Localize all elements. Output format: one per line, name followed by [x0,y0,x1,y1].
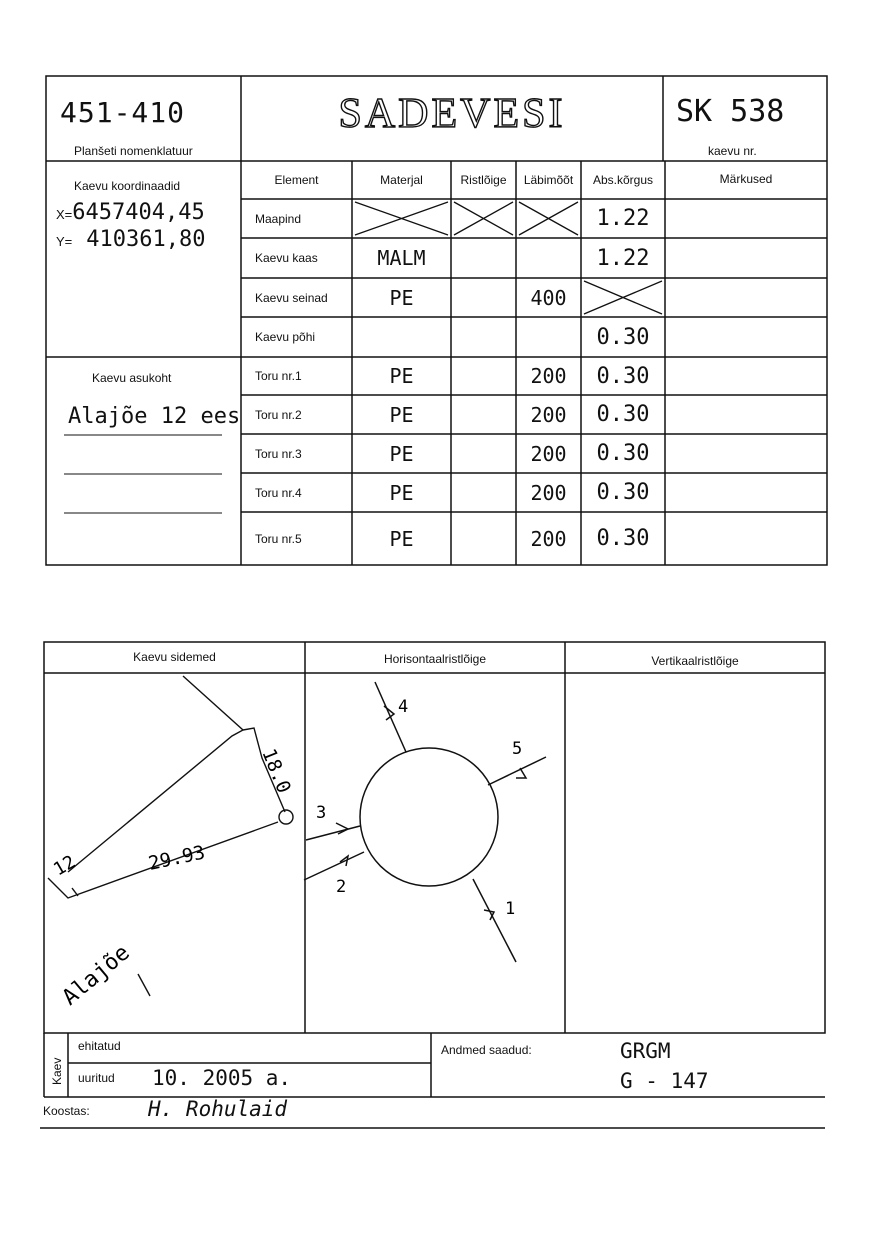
cell-element: Toru nr.1 [255,369,302,383]
cell-element: Kaevu seinad [255,290,328,305]
ehitatud-label: ehitatud [78,1039,121,1053]
pipe-1 [473,879,516,962]
cell-diameter: 200 [530,402,567,427]
cell-material: PE [389,364,414,388]
arrow-1-icon [484,910,494,920]
cell-material: PE [389,402,414,427]
cell-diameter: 200 [530,526,567,551]
well-number-label: kaevu nr. [708,144,757,158]
cell-diameter: 200 [530,441,567,466]
panel-title-sidemed: Kaevu sidemed [133,650,216,664]
location-value: Alajõe 12 ees [68,404,241,429]
cell-height: 0.30 [596,363,650,389]
coord-y-prefix: Y= [56,234,73,249]
kaev-label: Kaev [50,1057,64,1085]
cell-material: PE [389,285,414,310]
page-title: SADEVESI [338,91,566,137]
cell-diameter: 200 [530,364,567,388]
pipe-2 [304,852,364,880]
dist-2: 29.93 [146,841,207,875]
cell-element: Toru nr.5 [255,531,302,546]
col-header-section: Ristlõige [460,173,507,187]
cell-height: 1.22 [596,206,650,231]
uuritud-value: 10. 2005 a. [152,1066,292,1090]
dist-1: 18.0 [257,745,295,797]
andmed-value-1: GRGM [620,1039,671,1063]
cell-element: Kaevu põhi [255,330,316,344]
cell-diameter: 400 [530,285,567,310]
sheet-number: 451-410 [60,96,186,129]
coord-x-value: 6457404,45 [72,200,205,225]
cell-element: Toru nr.3 [255,446,302,461]
street-name: Alajõe [57,940,135,1011]
coord-x-prefix: X= [56,207,73,222]
sheet-label: Planšeti nomenklatuur [74,144,193,158]
col-header-height: Abs.kõrgus [592,173,654,187]
cell-element: Maapind [255,211,302,226]
cell-material: PE [389,480,414,505]
cell-height: 0.30 [596,402,650,427]
pipe-label-5: 5 [512,739,523,759]
pipe-5 [488,757,546,785]
pipe-label-2: 2 [336,877,347,897]
cell-height: 1.22 [596,245,650,271]
arrow-5-icon [516,768,526,778]
corner-number: 12 [50,851,80,881]
col-header-diameter: Läbimõõt [523,173,574,187]
cell-height: 0.30 [596,480,650,505]
andmed-label: Andmed saadud: [441,1043,532,1057]
col-header-notes: Märkused [719,172,773,186]
cell-element: Toru nr.4 [255,485,302,500]
cell-material: PE [389,441,414,466]
cell-element: Kaevu kaas [255,251,318,265]
koostas-label: Koostas: [43,1104,90,1118]
well-circle [360,748,498,886]
coords-label: Kaevu koordinaadid [74,179,181,193]
cell-diameter: 200 [530,480,567,505]
well-number: SK 538 [676,94,785,129]
pipe-label-4: 4 [398,697,409,717]
cell-element: Toru nr.2 [255,407,302,422]
panel-title-vertical: Vertikaalristlõige [651,654,739,668]
pipe-label-1: 1 [505,899,516,919]
pipe-label-3: 3 [316,803,327,823]
col-header-material: Materjal [380,173,423,187]
coord-y-value: 410361,80 [86,227,206,252]
cell-material: PE [389,526,414,551]
location-label: Kaevu asukoht [92,371,172,385]
panel-title-horizontal: Horisontaalristlõige [383,652,487,666]
pipe-3 [306,826,360,840]
cell-material: MALM [377,246,426,270]
cell-height: 0.30 [596,324,650,350]
cell-height: 0.30 [596,526,650,551]
koostas-value: H. Rohulaid [148,1097,288,1121]
cell-height: 0.30 [596,441,650,466]
col-header-element: Element [274,173,319,187]
uuritud-label: uuritud [78,1071,115,1085]
andmed-value-2: G - 147 [620,1069,709,1093]
